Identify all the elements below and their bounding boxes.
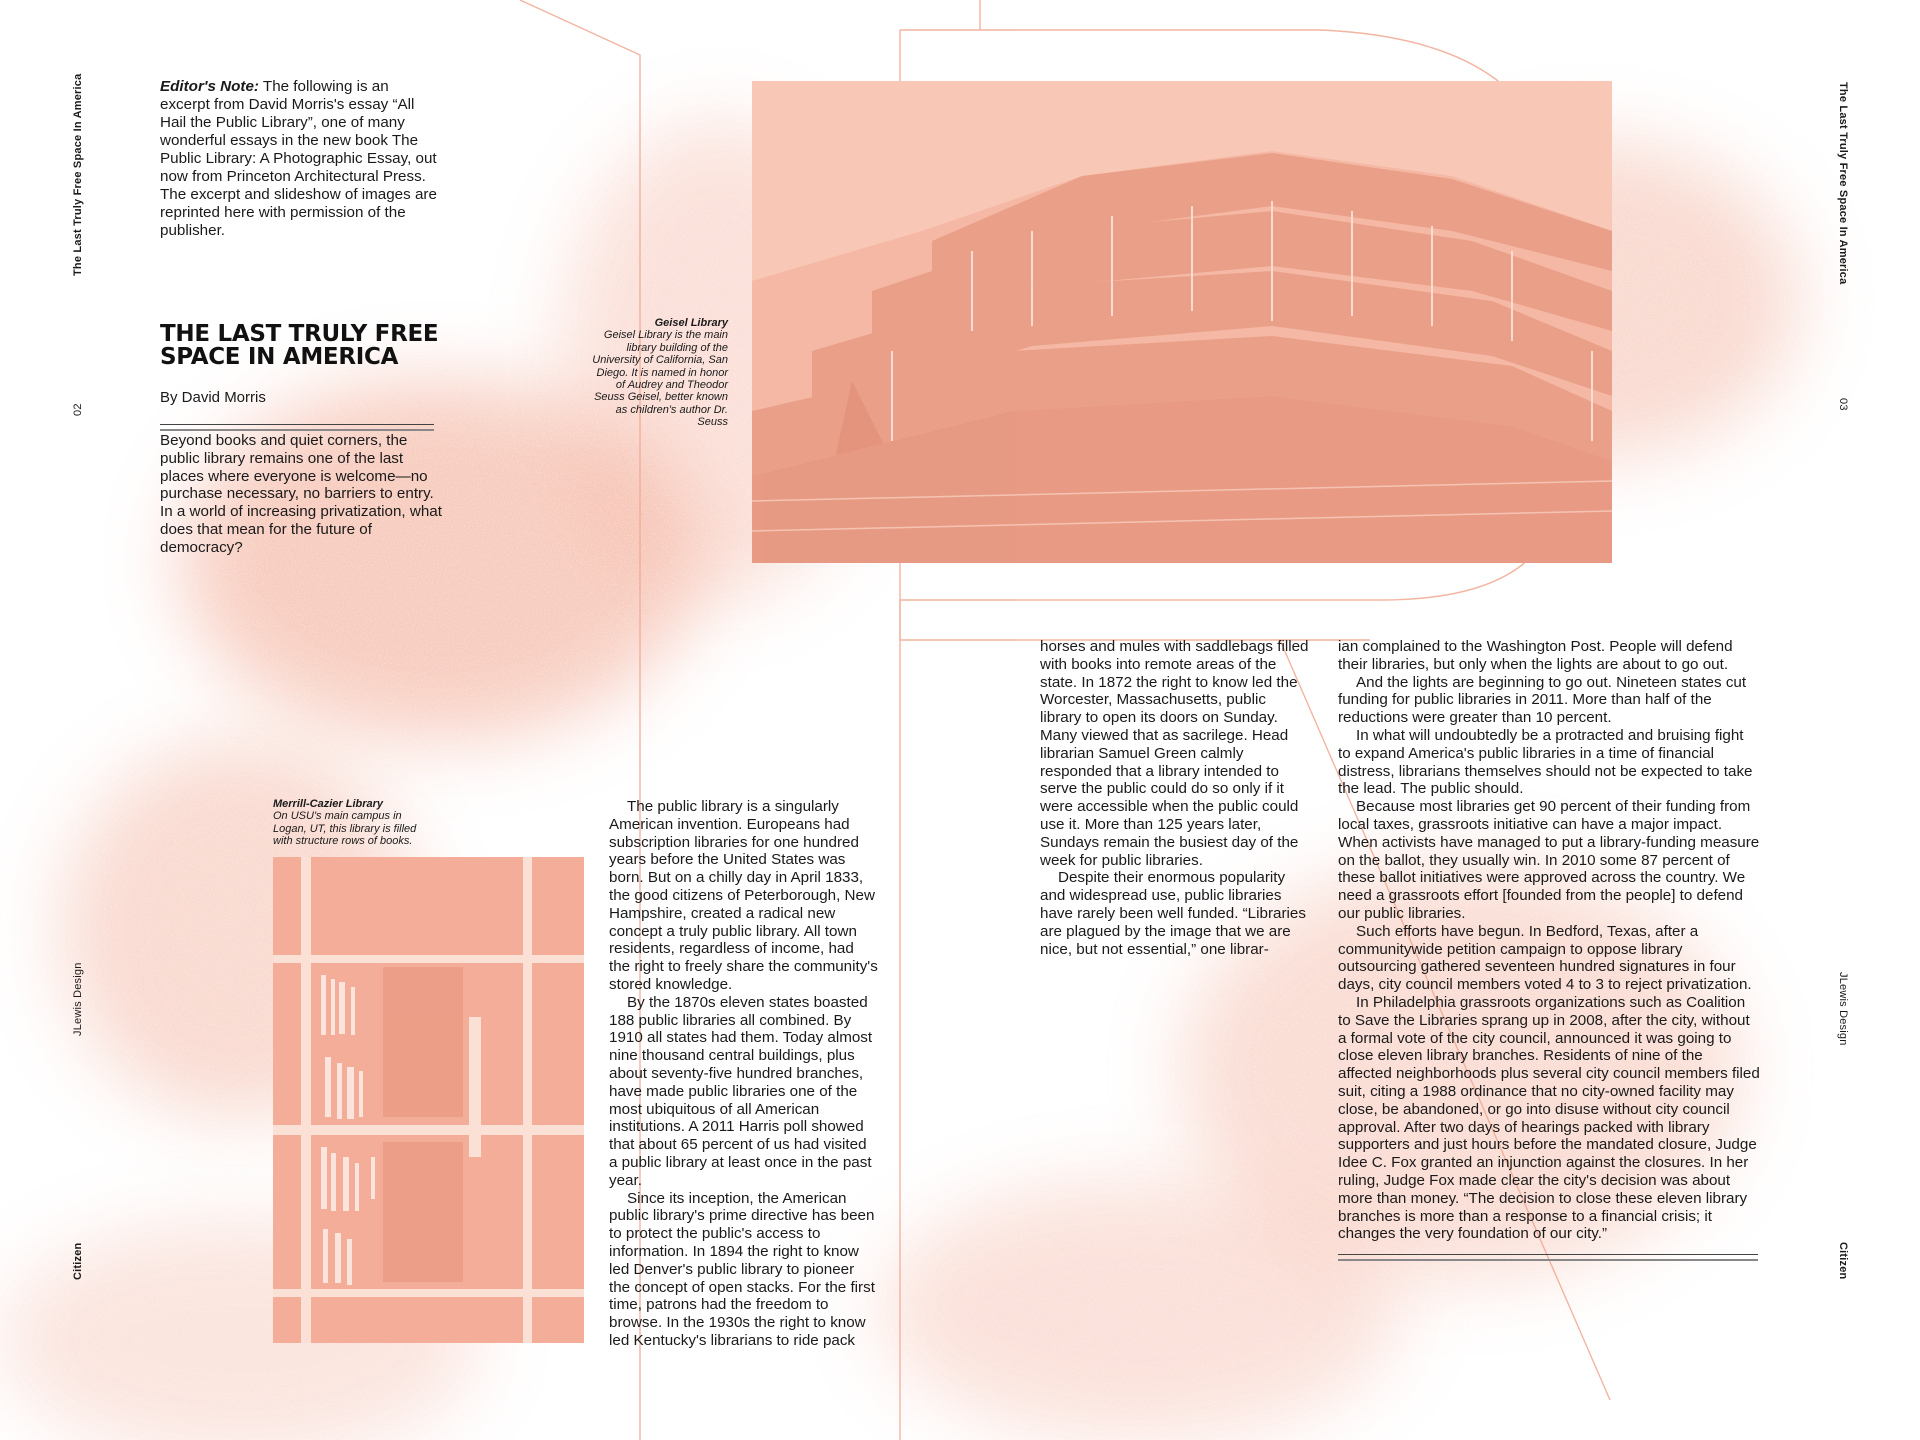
page-number-left: 02 [72, 403, 84, 416]
article-headline: THE LAST TRULY FREE SPACE IN AMERICA [160, 321, 439, 370]
body-paragraph: The public library is a singularly American invention. Europeans had subscription libraries for one hundred years before the United States was born. But on a chilly day in April 1833, the good citizens of Peterborough, New Hampshire, created a radical new concept a truly public library. All town residents, regardless of income, had the right to freely share the community's stored knowledge. [609, 798, 878, 993]
designer-credit-right: JLewis Design [1837, 972, 1849, 1046]
merrill-caption-title: Merrill-Cazier Library [273, 798, 384, 810]
magazine-name-left: Citizen [72, 1242, 84, 1280]
headline-rule [160, 424, 434, 431]
merrill-caption [273, 798, 433, 848]
article-byline: By David Morris [160, 389, 266, 406]
body-column-1 [609, 798, 879, 1350]
body-paragraph: Since its inception, the American public library's prime directive has been to protect the public's access to information. In 1894 the right to know led Denver's public library to pioneer the concept of open stacks. For the first time, patrons had the freedom to browse. In the 1930s the right to know led Kentucky's librarians to ride pack [609, 1189, 875, 1349]
merrill-caption-text: On USU's main campus in Logan, UT, this library is filled with structure rows of books. [273, 810, 417, 848]
body-column-2 [1040, 638, 1310, 958]
geisel-library-photo [752, 81, 1612, 563]
body-paragraph: Because most libraries get 90 percent of their funding from local taxes, grassroots initiative can have a major impact. When activists have managed to put a library-funding measure on the ballot, they usually win. In 2010 some 87 percent of these ballot initiatives were approved across the country. We need a grassroots effort [founded from the people] to defend our public libraries. [1338, 798, 1760, 922]
body-column-3 [1338, 638, 1760, 1243]
geisel-caption-text: Geisel Library is the main library building of the University of California, San Diego. It is named in honor of Audrey and Theodor Seuss Geisel, better known as children's author Dr. Seuss [592, 329, 728, 429]
geisel-caption-title: Geisel Library [654, 317, 728, 329]
magazine-name-right: Citizen [1837, 1242, 1849, 1280]
page-number-right: 03 [1837, 398, 1849, 411]
body-paragraph: By the 1870s eleven states boasted 188 public libraries all combined. By 1910 all states had them. Today almost nine thousand central buildings, plus about seventy-five hundred branches, have made public libraries one of the most ubiquitous of all American institutions. A 2011 Harris poll showed that about 65 percent of us had visited a public library at least once in the past year. [609, 993, 873, 1189]
article-intro: Beyond books and quiet corners, the public library remains one of the last places where everyone is welcome—no purchase necessary, no barriers to entry. In a world of increasing privatization, what does that mean for the future of democracy? [160, 432, 442, 556]
body-paragraph: In Philadelphia grassroots organizations such as Coalition to Save the Libraries sprang up in 2008, after the city, without a formal vote of the city council, announced it was going to close eleven library branches. Residents of nine of the affected neighborhoods plus several city council members filed suit, citing a 1988 ordinance that no city-owned facility may close, be abandoned, or go into disuse without city council approval. After two days of hearings packed with library supporters and just hours before the mandated closure, Judge Idee C. Fox granted an injunction against the closures. In her ruling, Judge Fox made clear the city's decision was about more than money. “The decision to close these eleven library branches is more than a response to a financial crisis; it changes the very foundation of our city.” [1338, 993, 1760, 1243]
body-paragraph: ian complained to the Washington Post. People will defend their libraries, but only when the lights are about to go out. [1338, 638, 1733, 673]
running-head-title-left: The Last Truly Free Space In America [72, 73, 84, 276]
editor-note-text: The following is an excerpt from David Morris's essay “All Hail the Public Library”, one of many wonderful essays in the new book The Public Library: A Photographic Essay, out now from Princeton Architectural Press. The excerpt and slideshow of images are reprinted here with permission of the publisher. [160, 78, 437, 239]
running-head-title-right: The Last Truly Free Space In America [1837, 82, 1849, 285]
editor-note [160, 78, 440, 240]
geisel-library-illustration [752, 81, 1612, 563]
editor-note-label: Editor's Note: [160, 78, 259, 95]
body-paragraph: And the lights are beginning to go out. Nineteen states cut funding for public libraries in 2011. More than half of the reductions were greater than 10 percent. [1338, 673, 1747, 727]
designer-credit-left: JLewis Design [72, 962, 84, 1036]
body-paragraph: Such efforts have begun. In Bedford, Texas, after a communitywide petition campaign to oppose library outsourcing gathered seventeen hundred signatures in four days, city council members voted 4 to 3 to reject privatization. [1338, 922, 1752, 994]
geisel-caption [592, 317, 728, 429]
body-paragraph: horses and mules with saddlebags filled with books into remote areas of the state. In 1872 the right to know led the Worcester, Massachusetts, public library to open its doors on Sunday. Many viewed that as sacrilege. Head librarian Samuel Green calmly responded that a library intended to serve the public could do so only if it were accessible when the public could use it. More than 125 years later, Sundays remain the busiest day of the week for public libraries. [1040, 638, 1309, 869]
body-paragraph: In what will undoubtedly be a protracted and bruising fight to expand America's public libraries in a time of financial distress, librarians themselves should not be expected to take the lead. The public should. [1338, 726, 1753, 798]
body-paragraph: Despite their enormous popularity and widespread use, public libraries have rarely been well funded. “Libraries are plagued by the image that we are nice, but not essential,” one librar- [1040, 869, 1306, 958]
merrill-library-illustration [273, 857, 584, 1343]
article-end-rule [1338, 1254, 1758, 1261]
merrill-cazier-library-photo [273, 857, 584, 1343]
